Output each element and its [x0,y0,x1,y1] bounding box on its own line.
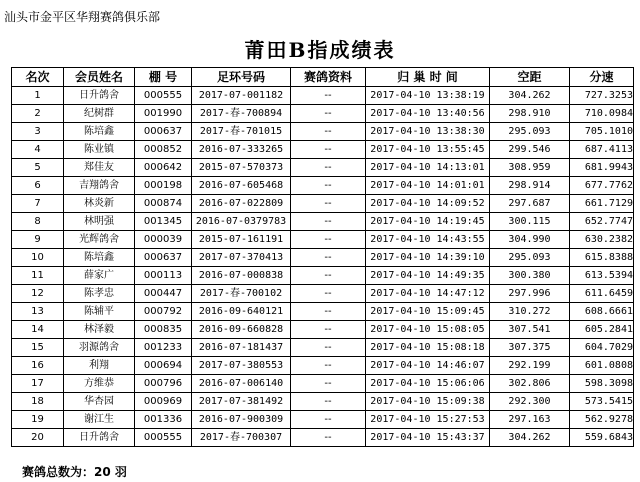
col-header-ring-number: 足环号码 [192,68,291,87]
cell-return-time: 2017-04-10 15:06:06 [366,375,490,393]
table-row [12,141,634,159]
cell-rank: 4 [12,141,64,159]
cell-distance: 298.910 [490,105,570,123]
cell-distance: 300.380 [490,267,570,285]
cell-loft-number: 001233 [135,339,192,357]
cell-pigeon-info: -- [291,303,366,321]
cell-rank: 17 [12,375,64,393]
cell-ring-number: 2016-07-900309 [192,411,291,429]
page-title: 莆田B指成绩表 [244,38,396,62]
cell-ring-number: 2017-春-700307 [192,429,291,447]
cell-distance: 304.990 [490,231,570,249]
cell-distance: 297.163 [490,411,570,429]
table-header-row [12,68,634,87]
cell-rank: 18 [12,393,64,411]
cell-speed: 559.6843 [570,429,634,447]
cell-return-time: 2017-04-10 13:38:19 [366,87,490,105]
cell-distance: 295.093 [490,123,570,141]
cell-rank: 1 [12,87,64,105]
cell-pigeon-info: -- [291,429,366,447]
cell-pigeon-info: -- [291,105,366,123]
cell-ring-number: 2017-07-380553 [192,357,291,375]
cell-return-time: 2017-04-10 14:19:45 [366,213,490,231]
cell-ring-number: 2017-07-001182 [192,87,291,105]
cell-member-name: 薛家广 [64,267,135,285]
table-row [12,321,634,339]
table-row [12,357,634,375]
cell-loft-number: 000874 [135,195,192,213]
cell-distance: 298.914 [490,177,570,195]
cell-loft-number: 000637 [135,249,192,267]
cell-speed: 705.1010 [570,123,634,141]
cell-speed: 615.8388 [570,249,634,267]
cell-pigeon-info: -- [291,321,366,339]
cell-rank: 13 [12,303,64,321]
table-row [12,177,634,195]
cell-loft-number: 001990 [135,105,192,123]
cell-loft-number: 001345 [135,213,192,231]
cell-ring-number: 2016-07-0379783 [192,213,291,231]
cell-return-time: 2017-04-10 13:38:30 [366,123,490,141]
results-table-body [12,87,634,447]
cell-ring-number: 2017-07-370413 [192,249,291,267]
cell-member-name: 陈孝忠 [64,285,135,303]
cell-member-name: 利翔 [64,357,135,375]
cell-member-name: 吉翔鸽舍 [64,177,135,195]
cell-loft-number: 000039 [135,231,192,249]
cell-rank: 14 [12,321,64,339]
cell-pigeon-info: -- [291,411,366,429]
cell-rank: 8 [12,213,64,231]
cell-return-time: 2017-04-10 14:39:10 [366,249,490,267]
cell-loft-number: 000637 [135,123,192,141]
table-row [12,105,634,123]
results-table [11,67,634,447]
cell-loft-number: 000447 [135,285,192,303]
cell-distance: 302.806 [490,375,570,393]
cell-ring-number: 2015-07-570373 [192,159,291,177]
table-row [12,303,634,321]
cell-rank: 15 [12,339,64,357]
cell-pigeon-info: -- [291,357,366,375]
cell-member-name: 华杏园 [64,393,135,411]
cell-ring-number: 2015-07-161191 [192,231,291,249]
col-header-rank: 名次 [12,68,64,87]
table-row [12,339,634,357]
cell-member-name: 郑佳友 [64,159,135,177]
col-header-loft-number: 棚 号 [135,68,192,87]
cell-return-time: 2017-04-10 15:08:18 [366,339,490,357]
cell-return-time: 2017-04-10 14:09:52 [366,195,490,213]
cell-distance: 299.546 [490,141,570,159]
table-row [12,231,634,249]
cell-member-name: 谢江生 [64,411,135,429]
cell-return-time: 2017-04-10 15:43:37 [366,429,490,447]
cell-return-time: 2017-04-10 15:09:38 [366,393,490,411]
cell-distance: 295.093 [490,249,570,267]
cell-return-time: 2017-04-10 13:55:45 [366,141,490,159]
cell-rank: 2 [12,105,64,123]
cell-ring-number: 2017-春-700894 [192,105,291,123]
cell-distance: 292.300 [490,393,570,411]
cell-distance: 292.199 [490,357,570,375]
cell-distance: 304.262 [490,429,570,447]
cell-member-name: 方维恭 [64,375,135,393]
cell-member-name: 纪树群 [64,105,135,123]
cell-pigeon-info: -- [291,195,366,213]
cell-member-name: 陈培鑫 [64,123,135,141]
cell-member-name: 林泽毅 [64,321,135,339]
cell-ring-number: 2016-09-660828 [192,321,291,339]
cell-member-name: 林炎新 [64,195,135,213]
cell-pigeon-info: -- [291,249,366,267]
cell-speed: 608.6661 [570,303,634,321]
total-pigeons-count: 赛鸽总数为：20 羽 [22,465,127,479]
cell-pigeon-info: -- [291,393,366,411]
cell-rank: 16 [12,357,64,375]
cell-distance: 310.272 [490,303,570,321]
cell-speed: 727.3253 [570,87,634,105]
col-header-return-time: 归 巢 时 间 [366,68,490,87]
table-row [12,429,634,447]
cell-member-name: 陈培鑫 [64,249,135,267]
cell-ring-number: 2016-07-000838 [192,267,291,285]
cell-ring-number: 2016-07-006140 [192,375,291,393]
cell-pigeon-info: -- [291,375,366,393]
col-header-speed: 分速 [570,68,634,87]
table-row [12,411,634,429]
cell-pigeon-info: -- [291,285,366,303]
cell-return-time: 2017-04-10 13:40:56 [366,105,490,123]
cell-rank: 10 [12,249,64,267]
organization-name: 汕头市金平区华翔赛鸽俱乐部 [4,10,161,24]
cell-speed: 681.9943 [570,159,634,177]
cell-speed: 687.4113 [570,141,634,159]
cell-distance: 297.687 [490,195,570,213]
table-row [12,267,634,285]
cell-member-name: 林明强 [64,213,135,231]
cell-rank: 9 [12,231,64,249]
col-header-member-name: 会员姓名 [64,68,135,87]
cell-return-time: 2017-04-10 14:49:35 [366,267,490,285]
cell-pigeon-info: -- [291,339,366,357]
cell-rank: 7 [12,195,64,213]
cell-speed: 613.5394 [570,267,634,285]
col-header-distance: 空距 [490,68,570,87]
cell-rank: 19 [12,411,64,429]
cell-pigeon-info: -- [291,123,366,141]
cell-pigeon-info: -- [291,141,366,159]
table-row [12,195,634,213]
cell-member-name: 陈业镇 [64,141,135,159]
cell-loft-number: 000694 [135,357,192,375]
cell-rank: 11 [12,267,64,285]
cell-return-time: 2017-04-10 14:43:55 [366,231,490,249]
cell-member-name: 日升鸽舍 [64,429,135,447]
cell-speed: 573.5415 [570,393,634,411]
cell-pigeon-info: -- [291,231,366,249]
cell-rank: 3 [12,123,64,141]
cell-ring-number: 2016-07-022809 [192,195,291,213]
cell-loft-number: 000852 [135,141,192,159]
cell-loft-number: 001336 [135,411,192,429]
cell-member-name: 陈辅平 [64,303,135,321]
cell-pigeon-info: -- [291,267,366,285]
cell-loft-number: 000835 [135,321,192,339]
cell-rank: 5 [12,159,64,177]
cell-pigeon-info: -- [291,177,366,195]
cell-distance: 300.115 [490,213,570,231]
col-header-pigeon-info: 赛鸽资料 [291,68,366,87]
cell-speed: 661.7129 [570,195,634,213]
cell-return-time: 2017-04-10 15:08:05 [366,321,490,339]
cell-loft-number: 000555 [135,87,192,105]
table-row [12,87,634,105]
cell-pigeon-info: -- [291,87,366,105]
cell-loft-number: 000792 [135,303,192,321]
cell-loft-number: 000555 [135,429,192,447]
cell-pigeon-info: -- [291,213,366,231]
cell-rank: 20 [12,429,64,447]
cell-loft-number: 000796 [135,375,192,393]
cell-speed: 630.2382 [570,231,634,249]
cell-return-time: 2017-04-10 15:27:53 [366,411,490,429]
table-row [12,213,634,231]
cell-rank: 12 [12,285,64,303]
cell-member-name: 光辉鸽舍 [64,231,135,249]
cell-speed: 562.9278 [570,411,634,429]
table-row [12,393,634,411]
cell-speed: 710.0984 [570,105,634,123]
table-row [12,249,634,267]
cell-rank: 6 [12,177,64,195]
cell-loft-number: 000198 [135,177,192,195]
cell-return-time: 2017-04-10 14:47:12 [366,285,490,303]
cell-distance: 308.959 [490,159,570,177]
table-row [12,159,634,177]
cell-loft-number: 000113 [135,267,192,285]
cell-ring-number: 2016-07-333265 [192,141,291,159]
table-row [12,375,634,393]
cell-ring-number: 2016-07-181437 [192,339,291,357]
cell-speed: 652.7747 [570,213,634,231]
cell-member-name: 日升鸽舍 [64,87,135,105]
cell-loft-number: 000642 [135,159,192,177]
cell-distance: 304.262 [490,87,570,105]
cell-ring-number: 2017-07-381492 [192,393,291,411]
cell-return-time: 2017-04-10 14:13:01 [366,159,490,177]
cell-speed: 611.6459 [570,285,634,303]
cell-distance: 307.375 [490,339,570,357]
cell-member-name: 羽源鸽舍 [64,339,135,357]
cell-speed: 601.0808 [570,357,634,375]
cell-return-time: 2017-04-10 15:09:45 [366,303,490,321]
table-row [12,285,634,303]
cell-return-time: 2017-04-10 14:46:07 [366,357,490,375]
cell-speed: 604.7029 [570,339,634,357]
cell-ring-number: 2016-09-640121 [192,303,291,321]
cell-speed: 677.7762 [570,177,634,195]
cell-ring-number: 2017-春-701015 [192,123,291,141]
cell-speed: 598.3098 [570,375,634,393]
cell-distance: 307.541 [490,321,570,339]
cell-distance: 297.996 [490,285,570,303]
cell-ring-number: 2017-春-700102 [192,285,291,303]
cell-return-time: 2017-04-10 14:01:01 [366,177,490,195]
cell-speed: 605.2841 [570,321,634,339]
table-row [12,123,634,141]
cell-ring-number: 2016-07-605468 [192,177,291,195]
cell-loft-number: 000969 [135,393,192,411]
cell-pigeon-info: -- [291,159,366,177]
